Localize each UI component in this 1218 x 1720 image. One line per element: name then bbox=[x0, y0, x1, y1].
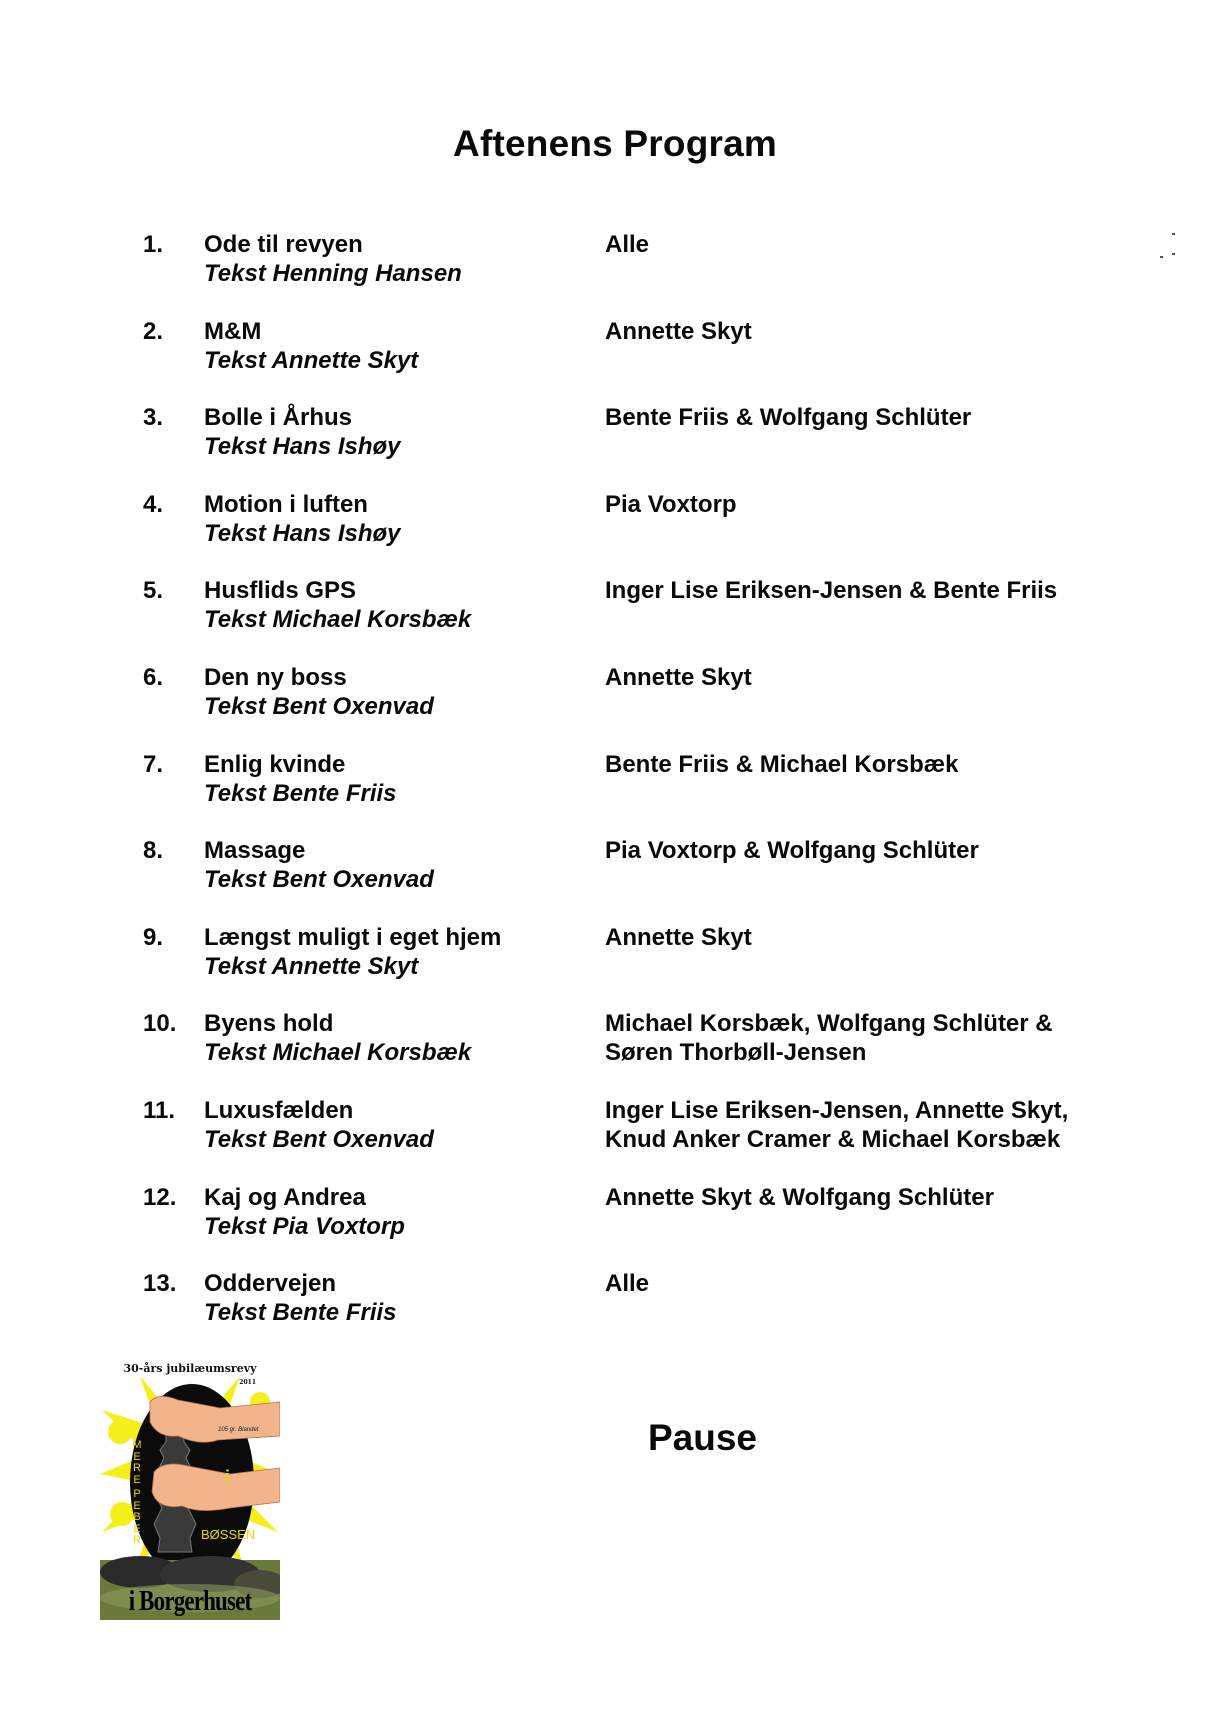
item-performers bbox=[605, 836, 979, 865]
item-details bbox=[204, 836, 434, 894]
item-details bbox=[204, 663, 434, 721]
scan-speck bbox=[1172, 233, 1175, 235]
item-details bbox=[204, 230, 462, 288]
item-title: M&M bbox=[204, 317, 262, 345]
program-item bbox=[0, 1269, 1218, 1356]
item-title: Oddervejen bbox=[204, 1270, 337, 1298]
pause-label: Pause bbox=[648, 1417, 758, 1458]
item-number: 9. bbox=[143, 923, 164, 951]
item-number: 7. bbox=[143, 750, 164, 778]
program-item bbox=[0, 576, 1218, 663]
item-number: 3. bbox=[143, 404, 164, 432]
item-author: Tekst Hans Ishøy bbox=[204, 519, 401, 547]
item-number: 2. bbox=[143, 317, 164, 345]
program-item bbox=[0, 230, 1218, 317]
poster-lower-word: BØSSEN bbox=[201, 1527, 256, 1542]
poster-vertical-letter: E bbox=[133, 1522, 141, 1535]
item-performers bbox=[605, 1183, 994, 1212]
poster-vertical-text bbox=[131, 1440, 143, 1547]
item-performers bbox=[605, 490, 737, 519]
item-author: Tekst Bente Friis bbox=[204, 779, 397, 807]
item-performers bbox=[605, 576, 1057, 605]
item-title: Ode til revyen bbox=[204, 231, 363, 258]
program-item bbox=[0, 750, 1218, 837]
performer-line: Annette Skyt bbox=[605, 923, 752, 951]
item-author: Tekst Annette Skyt bbox=[204, 952, 419, 980]
item-number: 13. bbox=[143, 1270, 177, 1298]
program-list bbox=[0, 230, 1218, 1356]
item-number: 10. bbox=[143, 1010, 177, 1038]
program-item bbox=[0, 1009, 1218, 1096]
performer-line: Alle bbox=[605, 231, 650, 258]
program-item bbox=[0, 663, 1218, 750]
poster-vertical-letter: E bbox=[133, 1499, 141, 1512]
poster-vertical-letter: R bbox=[133, 1462, 141, 1474]
item-title: Husflids GPS bbox=[204, 577, 357, 605]
item-details bbox=[204, 750, 397, 808]
poster-artwork bbox=[100, 1362, 280, 1620]
item-number: 4. bbox=[143, 490, 164, 518]
item-performers bbox=[605, 1009, 1053, 1067]
page-title: Aftenens Program bbox=[453, 122, 777, 164]
program-item bbox=[0, 1183, 1218, 1270]
item-title: Den ny boss bbox=[204, 663, 347, 691]
item-details bbox=[204, 576, 471, 634]
scan-speck bbox=[1172, 253, 1175, 255]
item-details bbox=[204, 1009, 471, 1067]
item-author: Tekst Bent Oxenvad bbox=[204, 692, 434, 720]
performer-line: Annette Skyt bbox=[605, 317, 752, 345]
item-title: Enlig kvinde bbox=[204, 750, 346, 778]
poster-vertical-letter: P bbox=[133, 1488, 141, 1500]
poster-vertical-letter: E bbox=[133, 1473, 141, 1486]
item-title: Luxusfælden bbox=[204, 1096, 354, 1124]
item-author: Tekst Bent Oxenvad bbox=[204, 866, 434, 894]
program-item bbox=[0, 836, 1218, 923]
item-number: 6. bbox=[143, 663, 164, 691]
item-details bbox=[204, 1183, 405, 1241]
performer-line: Knud Anker Cramer & Michael Korsbæk bbox=[605, 1125, 1061, 1153]
poster-vertical-letter: B bbox=[133, 1511, 141, 1523]
item-performers bbox=[605, 1269, 649, 1298]
item-details bbox=[204, 403, 401, 461]
item-title: Bolle i Århus bbox=[204, 404, 353, 432]
item-author: Tekst Pia Voxtorp bbox=[204, 1212, 405, 1240]
item-author: Tekst Bent Oxenvad bbox=[204, 1125, 434, 1153]
item-title: Længst muligt i eget hjem bbox=[204, 923, 502, 951]
item-title: Motion i luften bbox=[204, 490, 368, 518]
item-number: 12. bbox=[143, 1183, 177, 1211]
item-details bbox=[204, 317, 418, 375]
item-author: Tekst Hans Ishøy bbox=[204, 433, 401, 461]
item-number: 1. bbox=[143, 231, 164, 258]
item-author: Tekst Bente Friis bbox=[204, 1299, 397, 1327]
item-author: Tekst Annette Skyt bbox=[204, 346, 419, 374]
item-details bbox=[204, 1096, 434, 1154]
performer-line: Alle bbox=[605, 1270, 650, 1298]
item-number: 8. bbox=[143, 837, 164, 865]
poster-label: 105 gr. Blandet bbox=[218, 1427, 259, 1433]
item-performers bbox=[605, 663, 752, 692]
poster-heading: 30-års jubilæumsrevy bbox=[123, 1362, 257, 1375]
program-item bbox=[0, 403, 1218, 490]
program-item bbox=[0, 317, 1218, 404]
performer-line: Pia Voxtorp bbox=[605, 490, 737, 518]
performer-line: Pia Voxtorp & Wolfgang Schlüter bbox=[605, 837, 979, 865]
performer-line: Bente Friis & Wolfgang Schlüter bbox=[605, 404, 972, 432]
program-item bbox=[0, 923, 1218, 1010]
item-performers bbox=[605, 403, 971, 432]
item-details bbox=[204, 1269, 397, 1327]
item-title: Massage bbox=[204, 837, 306, 865]
poster-bottom-text: i Borgerhuset bbox=[128, 1586, 252, 1617]
program-item bbox=[0, 490, 1218, 577]
performer-line: Inger Lise Eriksen-Jensen, Annette Skyt, bbox=[605, 1096, 1069, 1124]
performer-line: Michael Korsbæk, Wolfgang Schlüter & bbox=[605, 1010, 1053, 1038]
item-performers bbox=[605, 230, 649, 259]
item-performers bbox=[605, 1096, 1068, 1154]
performer-line: Annette Skyt bbox=[605, 663, 752, 691]
performer-line: Bente Friis & Michael Korsbæk bbox=[605, 750, 959, 778]
item-details bbox=[204, 490, 401, 548]
item-details bbox=[204, 923, 501, 981]
item-title: Byens hold bbox=[204, 1010, 334, 1038]
item-performers bbox=[605, 317, 752, 346]
poster-vertical-letter: R bbox=[133, 1534, 141, 1546]
item-number: 11. bbox=[143, 1096, 176, 1124]
poster-vertical-letter: E bbox=[133, 1450, 141, 1463]
poster-vertical-letter: M bbox=[132, 1439, 142, 1451]
item-author: Tekst Michael Korsbæk bbox=[204, 1039, 472, 1067]
item-author: Tekst Michael Korsbæk bbox=[204, 606, 472, 634]
performer-line: Søren Thorbøll-Jensen bbox=[605, 1039, 867, 1067]
performer-line: Annette Skyt & Wolfgang Schlüter bbox=[605, 1183, 994, 1211]
item-performers bbox=[605, 923, 752, 952]
item-author: Tekst Henning Hansen bbox=[204, 260, 462, 287]
item-title: Kaj og Andrea bbox=[204, 1183, 366, 1211]
scan-speck bbox=[1160, 256, 1163, 258]
item-number: 5. bbox=[143, 577, 164, 605]
program-item bbox=[0, 1096, 1218, 1183]
poster-year: 2011 bbox=[239, 1379, 256, 1386]
item-performers bbox=[605, 750, 958, 779]
performer-line: Inger Lise Eriksen-Jensen & Bente Friis bbox=[605, 577, 1058, 605]
revue-poster-image bbox=[100, 1362, 280, 1620]
poster-middle-word: i bbox=[225, 1467, 231, 1487]
